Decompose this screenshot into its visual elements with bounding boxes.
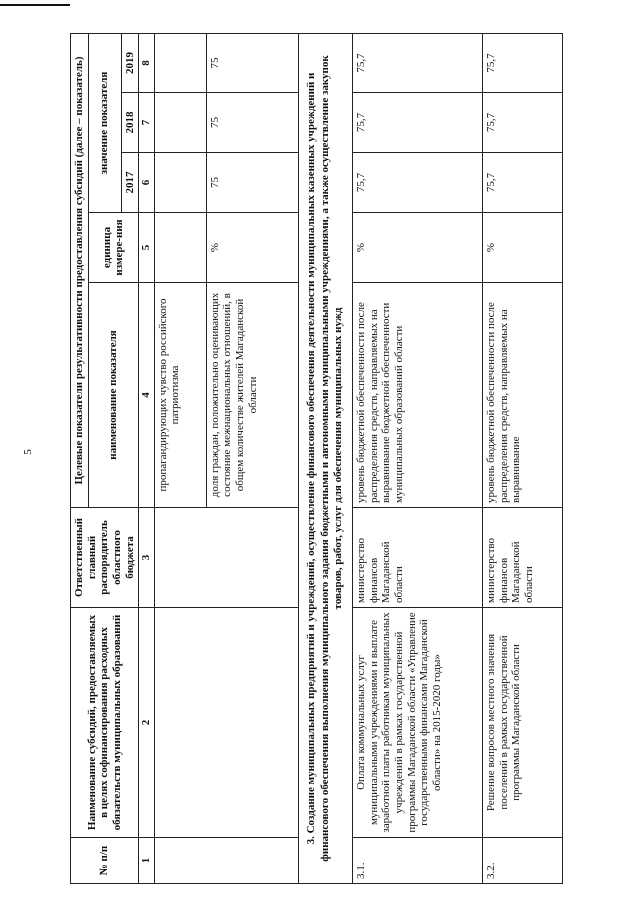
value-2017: 75,7: [483, 153, 563, 213]
section-3-row: [298, 34, 352, 884]
rotated-page-content: [70, 34, 630, 884]
page-number: 5: [22, 449, 34, 455]
section-3-heading: 3. Создание муниципальных предприятий и учреждений, осуществление финансового обеспечения деятельности муниципальных казенных учреждений и финансового обеспечения выполнения муниципального задания бюджетными и автономными муниципальными учреждениями, а также осуществление закупок товаров, работ, услуг для обеспечения муниципальных нужд: [298, 34, 352, 884]
responsible: министерство финансов Магаданской области: [483, 508, 563, 608]
header-values: значение показателя: [88, 34, 121, 213]
header-subsidy-name: Наименование субсидий, предоставляемых в целях софинансирования расходных обязательств муниципальных образований: [71, 608, 139, 838]
value-2018: 75,7: [483, 93, 563, 153]
table-row: [483, 34, 563, 884]
top-rule: [0, 4, 70, 6]
col-number: 4: [139, 283, 155, 508]
header-num: № п/п: [71, 838, 139, 884]
col-number: 7: [139, 93, 155, 153]
value-2018: 75: [206, 93, 298, 153]
row-number: 3.1.: [353, 838, 483, 884]
subsidy-table: [70, 33, 563, 884]
header-year-2017: 2017: [121, 153, 139, 213]
col-number: 1: [139, 838, 155, 884]
header-year-2018: 2018: [121, 93, 139, 153]
indicator-name: пропагандирующих чувство российского патриотизма: [154, 283, 206, 508]
header-targets: Целевые показатели результативности предоставления субсидий (далее – показатель): [71, 34, 89, 508]
column-numbering-row: [139, 34, 155, 884]
header-responsible: Ответственный главный распорядитель областного бюджета: [71, 508, 139, 608]
col-number: 3: [139, 508, 155, 608]
value-2019: 75: [206, 34, 298, 93]
value-2019: 75,7: [483, 34, 563, 93]
indicator-name: уровень бюджетной обеспеченности после распределения средств, направляемых на выравнивание бюджетной обеспеченности муниципальных образований области: [353, 283, 483, 508]
value-2017: 75,7: [353, 153, 483, 213]
col-number: 2: [139, 608, 155, 838]
header-indicator-name: наименование показателя: [88, 283, 139, 508]
col-number: 5: [139, 213, 155, 283]
value-2019: 75,7: [353, 34, 483, 93]
table-row: [353, 34, 483, 884]
col-number: 6: [139, 153, 155, 213]
indicator-name: доля граждан, положительно оценивающих состояние межнациональных отношений, в общем количестве жителей Магаданской области: [206, 283, 298, 508]
table-row: [154, 34, 206, 884]
indicator-unit: %: [483, 213, 563, 283]
header-unit: единица измере-ния: [88, 213, 139, 283]
subsidy-name: Оплата коммунальных услуг муниципальными учреждениями и выплате заработной платы работникам муниципальных учреждений в рамках государственной программы Магаданской области «Управление государственными финансами Магаданской области» на 2015-2020 годы»: [353, 608, 483, 838]
responsible: министерство финансов Магаданской области: [353, 508, 483, 608]
col-number: 8: [139, 34, 155, 93]
indicator-name: уровень бюджетной обеспеченности после распределения средств, направляемых на выравнивание: [483, 283, 563, 508]
value-2017: 75: [206, 153, 298, 213]
indicator-unit: %: [353, 213, 483, 283]
header-year-2019: 2019: [121, 34, 139, 93]
value-2018: 75,7: [353, 93, 483, 153]
row-number: 3.2.: [483, 838, 563, 884]
indicator-unit: %: [206, 213, 298, 283]
subsidy-name: Решение вопросов местного значения поселений в рамках государственной программы Магаданской области: [483, 608, 563, 838]
